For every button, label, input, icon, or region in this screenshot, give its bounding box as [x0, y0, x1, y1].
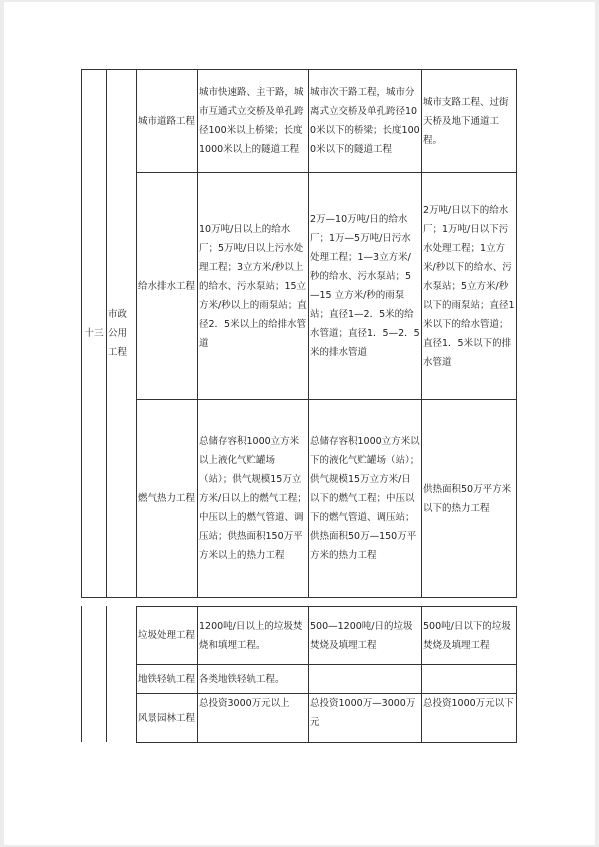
- section-name: 市政公用工程: [107, 70, 137, 598]
- row-name-gas: 燃气热力工程: [137, 400, 198, 598]
- road-small: 城市支路工程、过街天桥及地下通道工程。: [422, 70, 517, 173]
- water-small: 2万吨/日以下的给水厂；1万吨/日以下污水处理工程；1立方米/秒以下的给水、污水泵站；5立方米/秒以下的雨泵站；直径1米以下的给水管道；直径1．5米以下的排水管道: [422, 173, 517, 400]
- water-medium: 2万—10万吨/日的给水厂；1万—5万吨/日污水处理工程；1—3立方米/秒的给水、污水泵站；5—15 立方米/秒的雨泵站；直径1—2．5米的给水管道；直径1．5—2．5米的排水管道: [309, 173, 422, 400]
- road-large: 城市快速路、主干路，城市互通式立交桥及单孔跨径100米以上桥梁；长度1000米以上的隧道工程: [198, 70, 309, 173]
- continuation-left-border: [81, 606, 82, 742]
- row-name-metro: 地铁轻轨工程: [137, 665, 198, 694]
- metro-large: 各类地铁轻轨工程。: [198, 665, 309, 694]
- landscape-small: 总投资1000万元以下: [422, 694, 517, 743]
- row-name-road: 城市道路工程: [137, 70, 198, 173]
- gas-large: 总储存容积1000立方米以上液化气贮罐场（站）；供气规模15万立方米/日以上的燃气工程；中压以上的燃气管道、调压站；供热面积150万平方米以上的热力工程: [198, 400, 309, 598]
- road-medium: 城市次干路工程，城市分离式立交桥及单孔跨径100米以下的桥梁；长度1000米以下的隧道工程: [309, 70, 422, 173]
- garbage-small: 500吨/日以下的垃圾焚烧及填埋工程: [422, 607, 517, 665]
- row-name-landscape: 风景园林工程: [137, 694, 198, 743]
- gas-medium: 总储存容积1000立方米以下的液化气贮罐场（站）；供气规模15万立方米/日以下的燃气工程；中压以下的燃气管道、调压站；供热面积50万—150万平方米的热力工程: [309, 400, 422, 598]
- section-number: 十三: [82, 70, 107, 598]
- gas-small: 供热面积50万平方米以下的热力工程: [422, 400, 517, 598]
- row-name-water: 给水排水工程: [137, 173, 198, 400]
- engineering-scale-table-part2: [136, 606, 517, 743]
- metro-small: [422, 665, 517, 694]
- row-name-garbage: 垃圾处理工程: [137, 607, 198, 665]
- garbage-medium: 500—1200吨/日的垃圾焚烧及填埋工程: [309, 607, 422, 665]
- continuation-section-border: [106, 606, 107, 742]
- engineering-scale-table-part1: [81, 69, 517, 598]
- garbage-large: 1200吨/日以上的垃圾焚烧和填埋工程。: [198, 607, 309, 665]
- landscape-medium: 总投资1000万—3000万元: [309, 694, 422, 743]
- landscape-large: 总投资3000万元以上: [198, 694, 309, 743]
- metro-medium: [309, 665, 422, 694]
- water-large: 10万吨/日以上的给水厂；5万吨/日以上污水处理工程；3立方米/秒以上的给水、污水泵站；15立方米/秒以上的雨泵站；直径2．5米以上的给排水管道: [198, 173, 309, 400]
